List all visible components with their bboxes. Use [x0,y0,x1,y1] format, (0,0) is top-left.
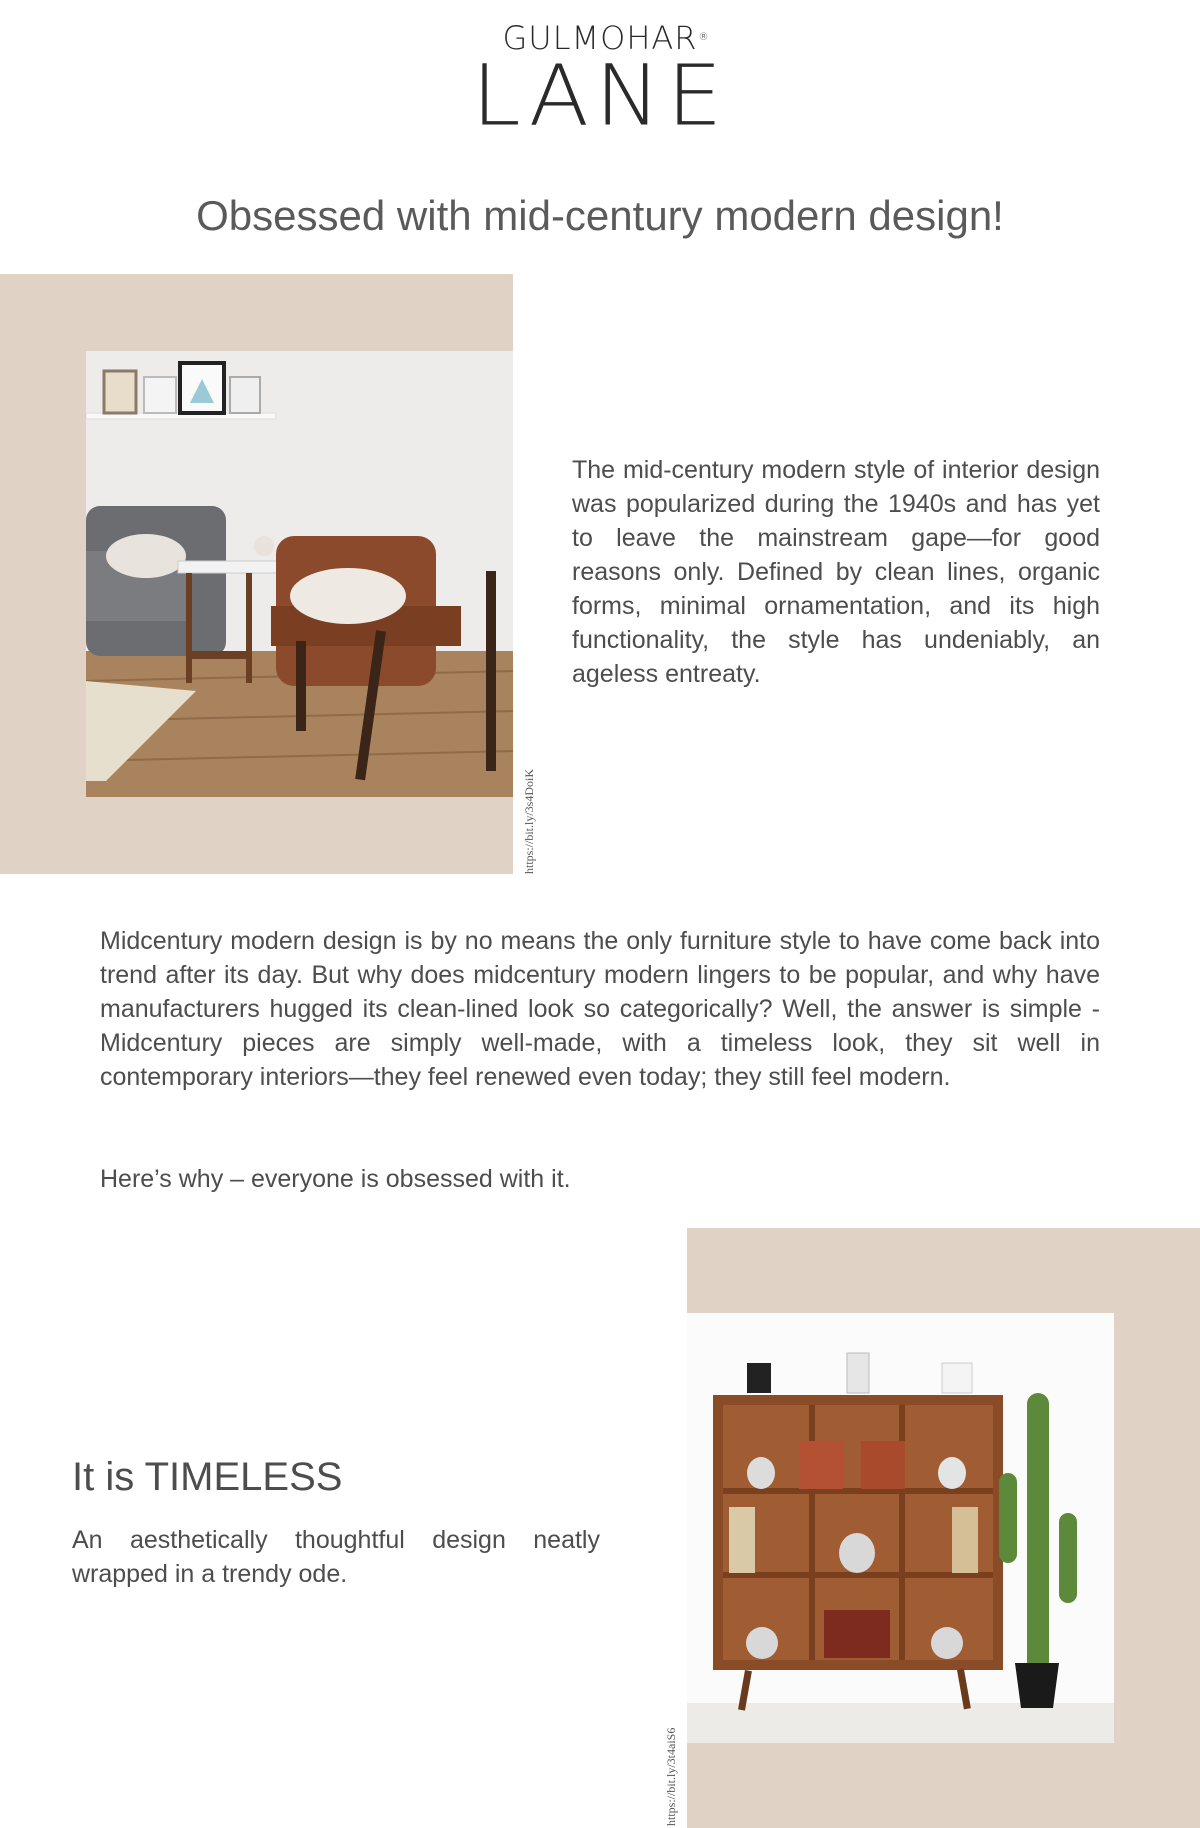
image-credit-2: https://bit.ly/3t4aiS6 [664,1727,678,1826]
logo-line2: LANE [471,46,729,145]
page-title: Obsessed with mid-century modern design! [196,192,1004,239]
brand-logo [0,19,1200,145]
living-room-photo [86,351,513,797]
living-room-illustration [86,351,513,797]
bookshelf-illustration [687,1313,1114,1743]
closing-line: Here’s why – everyone is obsessed with it. [100,1165,571,1193]
registered-mark: ® [698,32,710,43]
logo-line1: GULMOHAR [502,19,698,57]
intro-paragraph: The mid-century modern style of interior design was popularized during the 1940s and has yet to leave the mainstream gape—for good reasons only. Defined by clean lines, organic forms, minimal ornamentation, and its high functionality, the style has undeniably, an ageless entreaty. [572,456,1100,688]
bookshelf-photo [687,1313,1114,1743]
image-credit-1: https://bit.ly/3s4DoiK [522,768,536,874]
section-heading: It is TIMELESS [72,1455,343,1499]
body-paragraph: Midcentury modern design is by no means the only furniture style to have come back into trend after its day. But why does midcentury modern lingers to be popular, and why have manufacturers hugged its clean-lined look so categorically? Well, the answer is simple - Midcentury pieces are simply well-made, with a timeless look, they sit well in contemporary interiors—they feel renewed even today; they still feel modern. [100,927,1100,1091]
section-text: An aesthetically thoughtful design neatly wrapped in a trendy ode. [72,1526,600,1588]
